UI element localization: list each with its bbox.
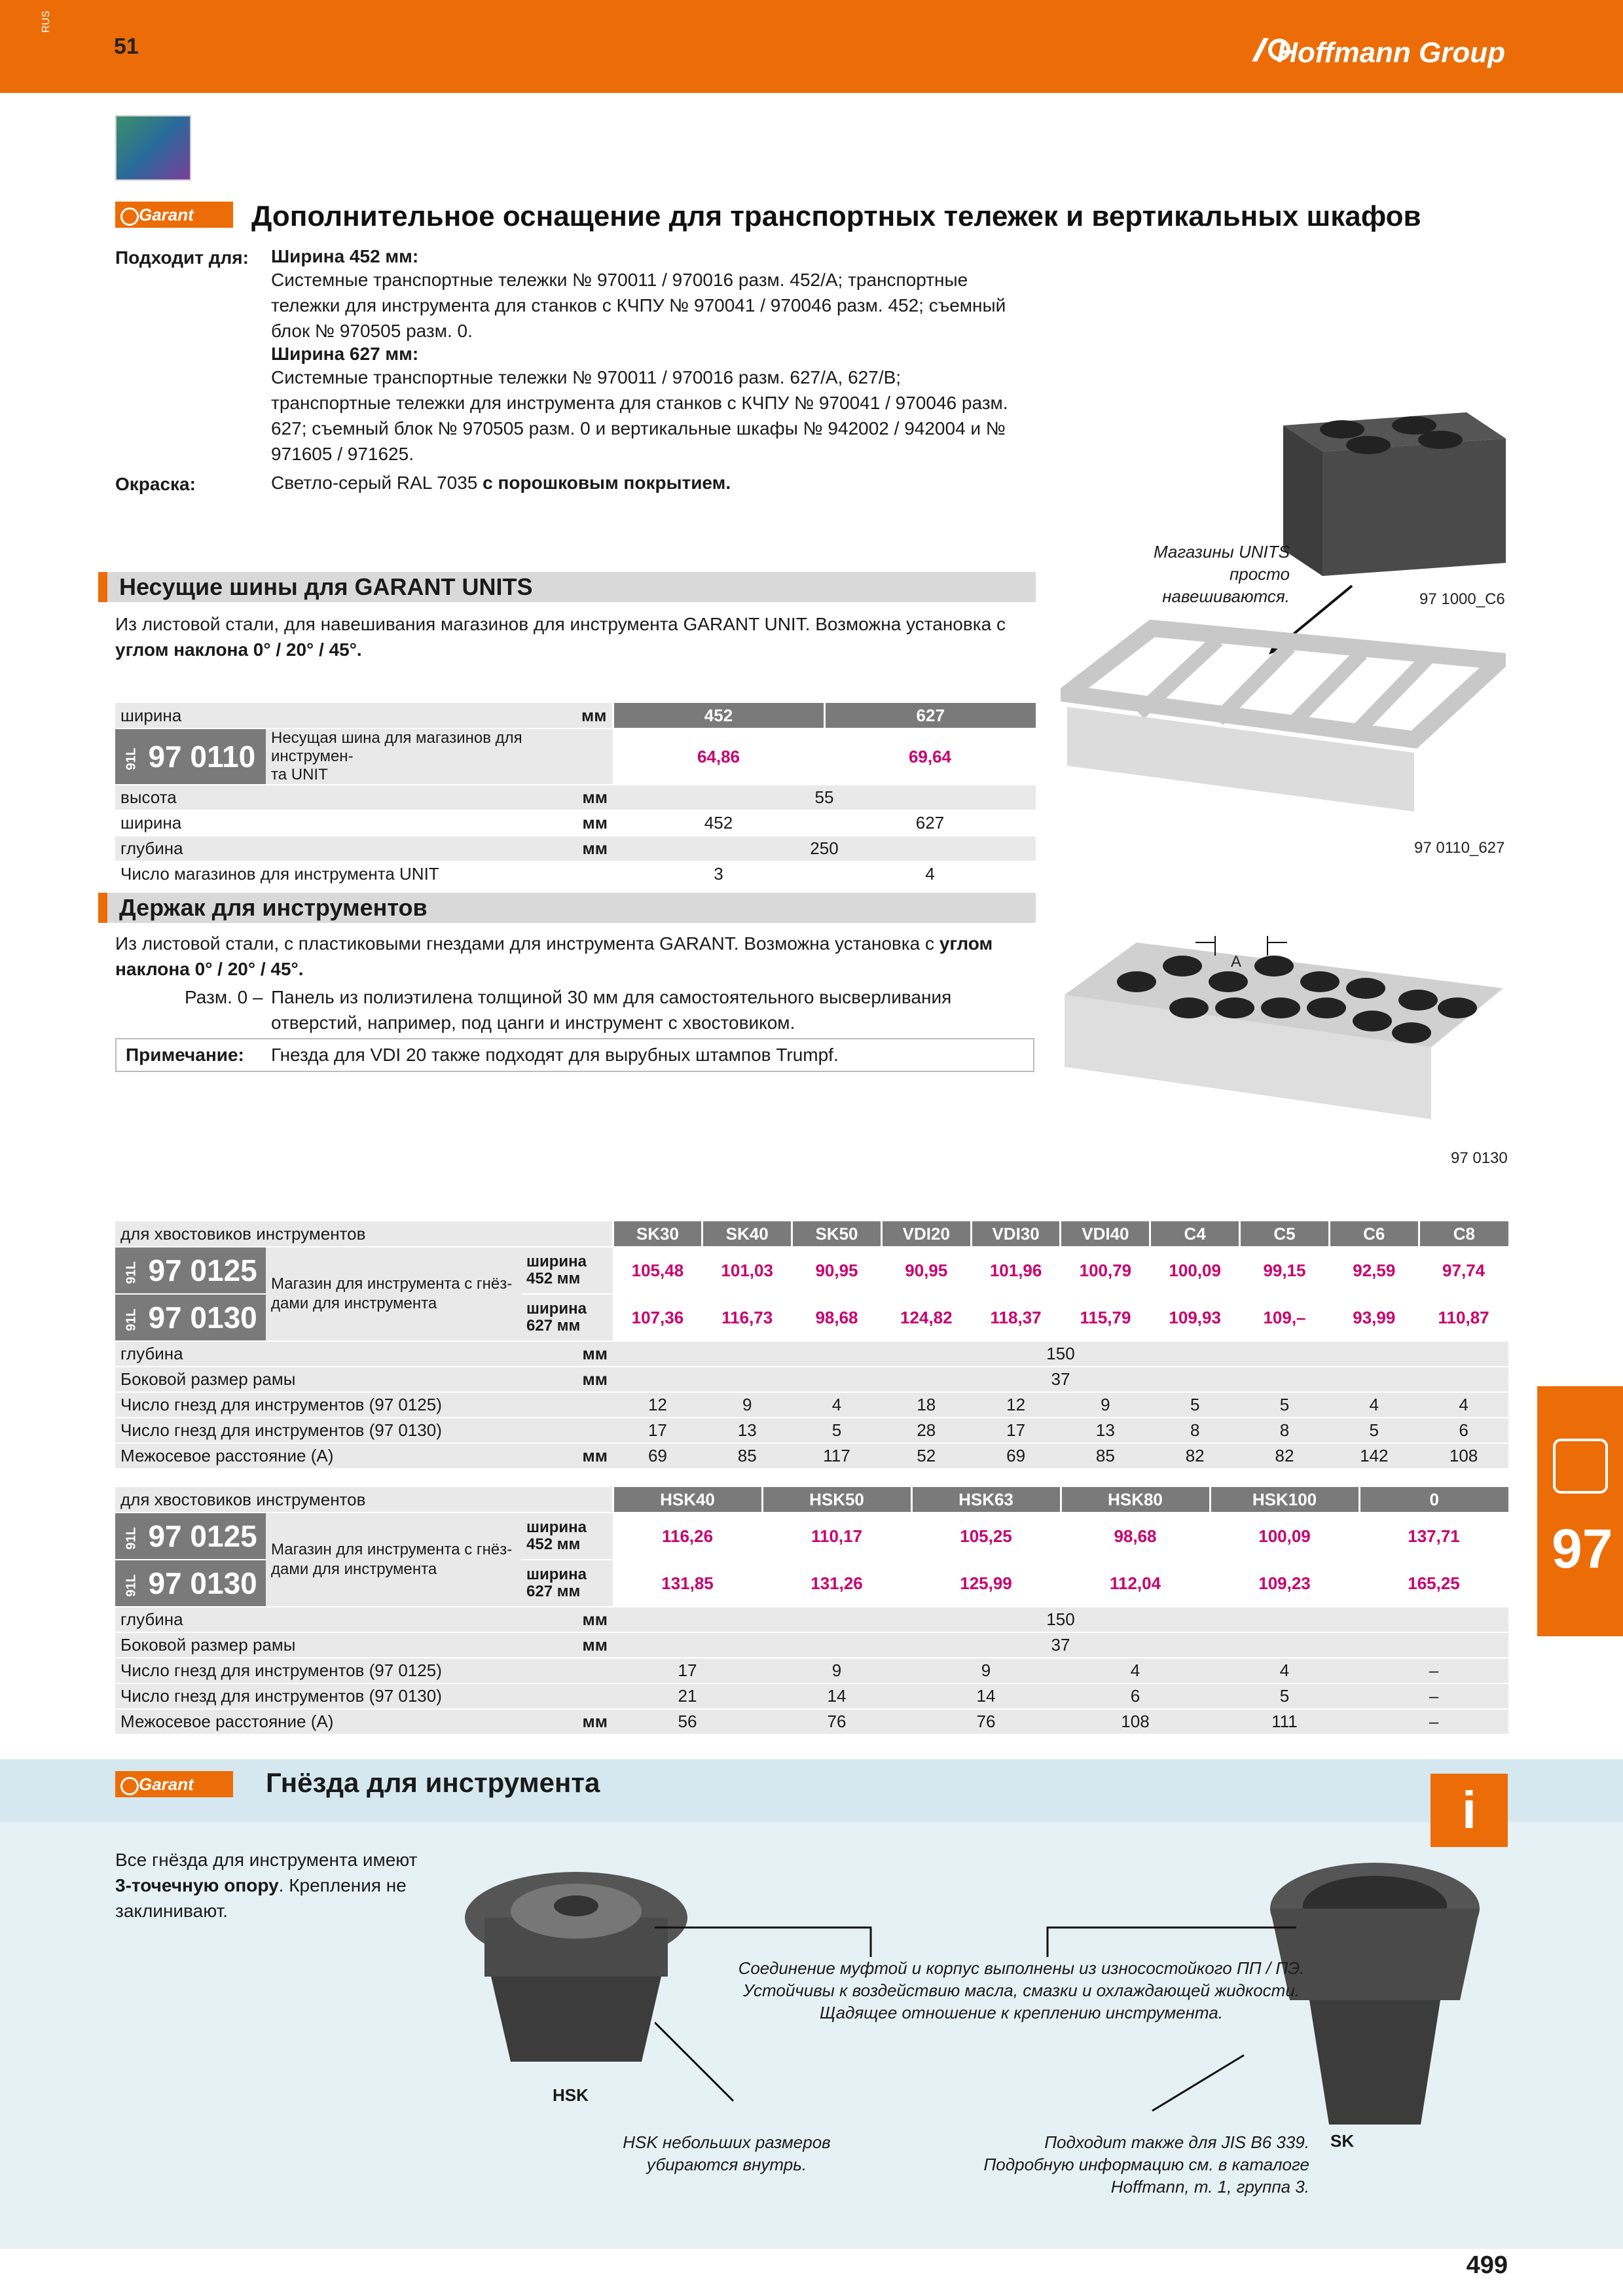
table-cell: – <box>1359 1658 1508 1683</box>
table-cell: 12 <box>613 1392 702 1418</box>
rail-price-627: 69,64 <box>824 728 1036 785</box>
table-cell: 56 <box>613 1709 762 1734</box>
image-code-holder: 97 0130 <box>1451 1149 1508 1167</box>
table-cell: 14 <box>762 1683 911 1709</box>
t2-col-label: для хвостовиков инструментов <box>115 1487 613 1513</box>
rail-col-627: 627 <box>824 703 1036 728</box>
top-bar <box>0 0 1623 93</box>
table-cell: Число гнезд для инструментов (97 0125) <box>115 1658 613 1683</box>
table-cell: 100,79 <box>1061 1247 1150 1294</box>
table-cell: 93,99 <box>1329 1294 1419 1341</box>
rail-col-label: ширина <box>115 703 266 728</box>
table-cell: ширина <box>115 810 266 836</box>
table-cell: 4 <box>792 1392 882 1418</box>
rail-table <box>115 703 1036 888</box>
magazine-table-2 <box>115 1487 1508 1735</box>
rail-article-row <box>115 728 1036 785</box>
table-cell: Боковой размер рамы <box>115 1632 521 1658</box>
table-cell: 110,17 <box>762 1513 911 1560</box>
table-cell: 85 <box>1061 1443 1150 1469</box>
table-cell: 8 <box>1240 1418 1330 1443</box>
paint-text <box>271 470 731 495</box>
rail-table-header <box>115 703 1036 728</box>
width627-line-3: 627; съемный блок № 970505 разм. 0 и вертикальные шкафы № 942002 / 942004 и № <box>271 418 1006 439</box>
table-cell: 4 <box>1210 1658 1359 1683</box>
table-cell: 125,99 <box>911 1560 1061 1607</box>
sk-label: SK <box>1330 2131 1355 2151</box>
t1-article-desc: Магазин для инструмента с гнёз- дами для инструмента <box>266 1247 521 1341</box>
table-cell: 108 <box>1419 1443 1508 1469</box>
table-cell: 21 <box>613 1683 762 1709</box>
table-cell: C5 <box>1240 1221 1330 1247</box>
table-cell: Число гнезд для инструментов (97 0130) <box>115 1683 613 1709</box>
rail-price-452: 64,86 <box>613 728 824 785</box>
table-cell: C8 <box>1419 1221 1508 1247</box>
table-cell: 131,26 <box>762 1560 911 1607</box>
table-cell: Межосевое расстояние (A) <box>115 1709 521 1734</box>
info-title: Гнёзда для инструмента <box>266 1767 600 1798</box>
table-cell: 4 <box>1419 1392 1508 1418</box>
table-cell: 137,71 <box>1359 1513 1508 1560</box>
units-magazine-image <box>1270 399 1519 589</box>
chapter-icon <box>1553 1439 1608 1494</box>
holder-section-header: Держак для инструментов <box>98 893 1036 923</box>
rail-desc <box>115 611 1045 662</box>
t2-row-count-0125 <box>115 1658 1508 1683</box>
table-cell: 117 <box>792 1443 882 1469</box>
table-cell: 12 <box>971 1392 1061 1418</box>
holder-desc: Из листовой стали, с пластиковыми гнездами для инструмента GARANT. Возможна установка с углом наклона 0° / 20° / 45°. <box>115 933 993 979</box>
table-cell: мм <box>521 1607 613 1632</box>
width627-line-1: Системные транспортные тележки № 970011 / 970016 разм. 627/A, 627/B; <box>271 367 902 387</box>
paint-bold: с порошковым покрытием. <box>483 473 731 493</box>
width627-label: Ширина 627 мм: <box>271 344 419 364</box>
table-cell: 118,37 <box>971 1294 1061 1341</box>
table-cell: 91L 97 0130 <box>115 1294 266 1341</box>
t2-row-depth <box>115 1607 1508 1632</box>
table-cell: 13 <box>1061 1418 1150 1443</box>
color-swatch-image <box>115 115 191 181</box>
table-cell: 109,23 <box>1210 1560 1359 1607</box>
rail-desc-line-1: Из листовой стали, для навешивания магазинов для инструмента GARANT UNIT. Возможна установка с <box>115 614 1006 634</box>
rail-col-unit: мм <box>266 703 613 728</box>
table-cell: HSK50 <box>762 1487 911 1513</box>
table-cell: 98,68 <box>1061 1513 1210 1560</box>
table-cell: 85 <box>702 1443 792 1469</box>
table-cell: 91L 97 0125 <box>115 1247 266 1294</box>
rail-article-desc: Несущая шина для магазинов для инструмен- та UNIT <box>266 728 613 785</box>
rail-row-magazines <box>115 861 1036 887</box>
chapter-tab[interactable] <box>1537 1386 1623 1636</box>
table-cell: 18 <box>881 1392 971 1418</box>
table-cell: 91L 97 0125 <box>115 1513 266 1560</box>
table-row <box>115 1487 1508 1513</box>
rail-row-depth <box>115 836 1036 861</box>
units-caption-line-1: Магазины UNITS просто <box>1153 542 1290 584</box>
table-cell: 101,03 <box>702 1247 792 1294</box>
table-cell: 6 <box>1419 1418 1508 1443</box>
table-cell: 627 <box>824 810 1036 836</box>
table-cell: 97,74 <box>1419 1247 1508 1294</box>
table-cell: 5 <box>1329 1418 1419 1443</box>
table-cell: 82 <box>1150 1443 1240 1469</box>
rail-col-452: 452 <box>613 703 824 728</box>
t2-row-spacing <box>115 1709 1508 1734</box>
table-cell: 250 <box>613 836 1036 861</box>
rail-article-number: 91L 97 0110 <box>115 728 266 785</box>
brand-name: Hoffmann Group <box>1277 37 1505 69</box>
table-cell: HSK80 <box>1061 1487 1210 1513</box>
table-cell: 90,95 <box>881 1247 971 1294</box>
table-cell: 5 <box>1240 1392 1330 1418</box>
table-cell: 52 <box>881 1443 971 1469</box>
width627-line-4: 971605 / 971625. <box>271 444 414 464</box>
table-cell: 14 <box>911 1683 1061 1709</box>
table-cell: 9 <box>702 1392 792 1418</box>
size-text: Панель из полиэтилена толщиной 30 мм для самостоятельного высверливания отверстий, например, под цанги и инструмент с хвостовиком. <box>271 987 952 1033</box>
table-cell: VDI30 <box>971 1221 1061 1247</box>
table-cell: 142 <box>1329 1443 1419 1469</box>
table-cell: HSK63 <box>911 1487 1061 1513</box>
table-cell: HSK100 <box>1210 1487 1359 1513</box>
table-cell: 13 <box>702 1418 792 1443</box>
table-cell: 17 <box>613 1418 702 1443</box>
center-note: Соединение муфтой и корпус выполнены из износостойкого ПП / ПЭ. Устойчивы к воздействию масла, смазки и охлаждающей жидкости. Щадящее отношение к креплению инструмента. <box>738 1958 1305 2022</box>
table-cell: 452 <box>613 810 824 836</box>
table-row <box>115 1221 1508 1247</box>
units-caption <box>1100 541 1290 607</box>
table-cell: 76 <box>911 1709 1061 1734</box>
width452-label: Ширина 452 мм: <box>271 246 419 266</box>
table-cell: ширина 452 мм <box>521 1513 613 1560</box>
t1-row-frame <box>115 1367 1508 1392</box>
lang-code: RUS <box>41 10 52 33</box>
t1-row-count-0130 <box>115 1418 1508 1443</box>
table-cell: 3 <box>613 861 824 887</box>
table-cell: C6 <box>1329 1221 1419 1247</box>
table-cell: 37 <box>613 1367 1508 1392</box>
table-cell: глубина <box>115 836 266 861</box>
table-cell: 5 <box>1210 1683 1359 1709</box>
table-cell: 5 <box>792 1418 882 1443</box>
table-cell: мм <box>521 1443 613 1469</box>
rail-section-header: Несущие шины для GARANT UNITS <box>98 572 1036 602</box>
table-cell: 8 <box>1150 1418 1240 1443</box>
chapter-number: 97 <box>1552 1518 1613 1579</box>
table-cell: 69 <box>971 1443 1061 1469</box>
table-cell: 109,– <box>1240 1294 1330 1341</box>
table-cell: высота <box>115 785 266 810</box>
table-cell: 9 <box>911 1658 1061 1683</box>
table-cell: SK30 <box>613 1221 702 1247</box>
table-cell: 131,85 <box>613 1560 762 1607</box>
units-caption-line-2: навешиваются. <box>1162 586 1290 606</box>
table-cell: HSK40 <box>613 1487 762 1513</box>
info-header-band <box>0 1759 1623 1822</box>
table-cell: 0 <box>1359 1487 1508 1513</box>
table-cell: 112,04 <box>1061 1560 1210 1607</box>
catalog-page-number: 51 <box>114 34 139 59</box>
rail-row-height <box>115 785 1036 810</box>
table-cell: 111 <box>1210 1709 1359 1734</box>
image-code-rail: 97 0110_627 <box>1414 839 1505 857</box>
t1-row-spacing <box>115 1443 1508 1469</box>
table-cell: 105,25 <box>911 1513 1061 1560</box>
width452-line-3: блок № 970505 разм. 0. <box>271 321 473 341</box>
table-cell: Число магазинов для инструмента UNIT <box>115 861 613 887</box>
width627-line-2: транспортные тележки для инструмента для станков с КЧПУ № 970041 / 970046 разм. <box>271 393 1008 413</box>
table-cell: 4 <box>824 861 1036 887</box>
table-cell: SK50 <box>792 1221 882 1247</box>
table-cell: – <box>1359 1709 1508 1734</box>
fits-label: Подходит для: <box>115 247 249 268</box>
table-cell: 6 <box>1061 1683 1210 1709</box>
table-cell: 92,59 <box>1329 1247 1419 1294</box>
table-cell: 99,15 <box>1240 1247 1330 1294</box>
table-cell: 76 <box>762 1709 911 1734</box>
table-cell: мм <box>266 810 613 836</box>
table-cell: 17 <box>971 1418 1061 1443</box>
table-cell: глубина <box>115 1341 521 1367</box>
magazine-table-1 <box>115 1221 1508 1469</box>
table-cell: ширина 627 мм <box>521 1294 613 1341</box>
paint-label: Окраска: <box>115 474 196 494</box>
table-cell: 4 <box>1329 1392 1419 1418</box>
width452-line-2: тележки для инструмента для станков с КЧПУ № 970041 / 970046 разм. 452; съемный <box>271 295 1006 315</box>
table-cell: 107,36 <box>613 1294 702 1341</box>
t1-col-label: для хвостовиков инструментов <box>115 1221 613 1247</box>
sk-note: Подходит также для JIS B6 339. Подробную информацию см. в каталоге Hoffmann, т. 1, группа 3. <box>983 2132 1309 2197</box>
table-cell: Число гнезд для инструментов (97 0125) <box>115 1392 613 1418</box>
table-cell: ширина 627 мм <box>521 1560 613 1607</box>
table-cell: 165,25 <box>1359 1560 1508 1607</box>
table-cell: 4 <box>1061 1658 1210 1683</box>
t2-article-970125 <box>115 1513 1508 1560</box>
table-cell: 69 <box>613 1443 702 1469</box>
table-cell: 28 <box>881 1418 971 1443</box>
table-cell: 5 <box>1150 1392 1240 1418</box>
table-cell: мм <box>521 1632 613 1658</box>
info-icon: i <box>1431 1774 1508 1847</box>
carrier-rail-image <box>1061 615 1506 831</box>
dimension-a-label: A <box>1231 953 1242 971</box>
table-cell: 115,79 <box>1061 1294 1150 1341</box>
table-cell: SK40 <box>702 1221 792 1247</box>
table-cell: 98,68 <box>792 1294 882 1341</box>
table-cell: 150 <box>613 1341 1508 1367</box>
hsk-note: HSK небольших размеров убираются внутрь. <box>623 2132 831 2174</box>
table-cell: 124,82 <box>881 1294 971 1341</box>
table-cell: VDI20 <box>881 1221 971 1247</box>
t2-row-frame <box>115 1632 1508 1658</box>
table-cell: Межосевое расстояние (A) <box>115 1443 521 1469</box>
paint-value: Светло-серый RAL 7035 <box>271 473 478 493</box>
table-cell: 100,09 <box>1150 1247 1240 1294</box>
t1-row-depth <box>115 1341 1508 1367</box>
table-cell: 90,95 <box>792 1247 882 1294</box>
t1-article-970125 <box>115 1247 1508 1294</box>
table-cell: 82 <box>1240 1443 1330 1469</box>
table-cell: 37 <box>613 1632 1508 1658</box>
table-cell: мм <box>521 1341 613 1367</box>
table-cell: 100,09 <box>1210 1513 1359 1560</box>
info-intro: Все гнёзда для инструмента имеют 3-точечную опору. Крепления не заклинивают. <box>115 1850 418 1921</box>
table-cell: VDI40 <box>1061 1221 1150 1247</box>
table-cell: мм <box>521 1367 613 1392</box>
table-cell: C4 <box>1150 1221 1240 1247</box>
table-cell: 116,26 <box>613 1513 762 1560</box>
table-cell: 116,73 <box>702 1294 792 1341</box>
table-cell: 109,93 <box>1150 1294 1240 1341</box>
page-number: 499 <box>1466 2251 1508 2279</box>
table-cell: 101,96 <box>971 1247 1061 1294</box>
info-garant-logo: Garant <box>115 1771 233 1797</box>
table-cell: ширина 452 мм <box>521 1247 613 1294</box>
hsk-label: HSK <box>553 2085 589 2105</box>
t2-article-desc: Магазин для инструмента с гнёз- дами для инструмента <box>266 1513 521 1607</box>
table-cell: Число гнезд для инструментов (97 0130) <box>115 1418 613 1443</box>
table-cell: 9 <box>762 1658 911 1683</box>
image-code-units: 97 1000_C6 <box>1419 590 1505 608</box>
table-cell: глубина <box>115 1607 521 1632</box>
table-cell: 108 <box>1061 1709 1210 1734</box>
table-cell: мм <box>521 1709 613 1734</box>
table-cell: 17 <box>613 1658 762 1683</box>
table-cell: 105,48 <box>613 1247 702 1294</box>
table-cell: 110,87 <box>1419 1294 1508 1341</box>
page-title: Дополнительное оснащение для транспортных тележек и вертикальных шкафов <box>251 200 1421 232</box>
table-cell: мм <box>266 836 613 861</box>
t2-row-count-0130 <box>115 1683 1508 1709</box>
garant-logo: Garant <box>115 202 233 228</box>
table-cell: 150 <box>613 1607 1508 1632</box>
rail-row-width <box>115 810 1036 836</box>
table-cell: 91L 97 0130 <box>115 1560 266 1607</box>
fits-block <box>271 246 1057 467</box>
table-cell: мм <box>266 785 613 810</box>
table-cell: – <box>1359 1683 1508 1709</box>
table-cell: 9 <box>1061 1392 1150 1418</box>
width452-line-1: Системные транспортные тележки № 970011 / 970016 разм. 452/A; транспортные <box>271 270 968 290</box>
note-box: Примечание: Гнезда для VDI 20 также подходят для вырубных штампов Trumpf. <box>115 1038 1034 1072</box>
tool-holder-image <box>1058 923 1510 1139</box>
t1-row-count-0125 <box>115 1392 1508 1418</box>
size-label: Разм. 0 – <box>185 987 263 1007</box>
rail-desc-line-2: углом наклона 0° / 20° / 45°. <box>115 639 362 660</box>
table-cell: 55 <box>613 785 1036 810</box>
table-cell: Боковой размер рамы <box>115 1367 521 1392</box>
